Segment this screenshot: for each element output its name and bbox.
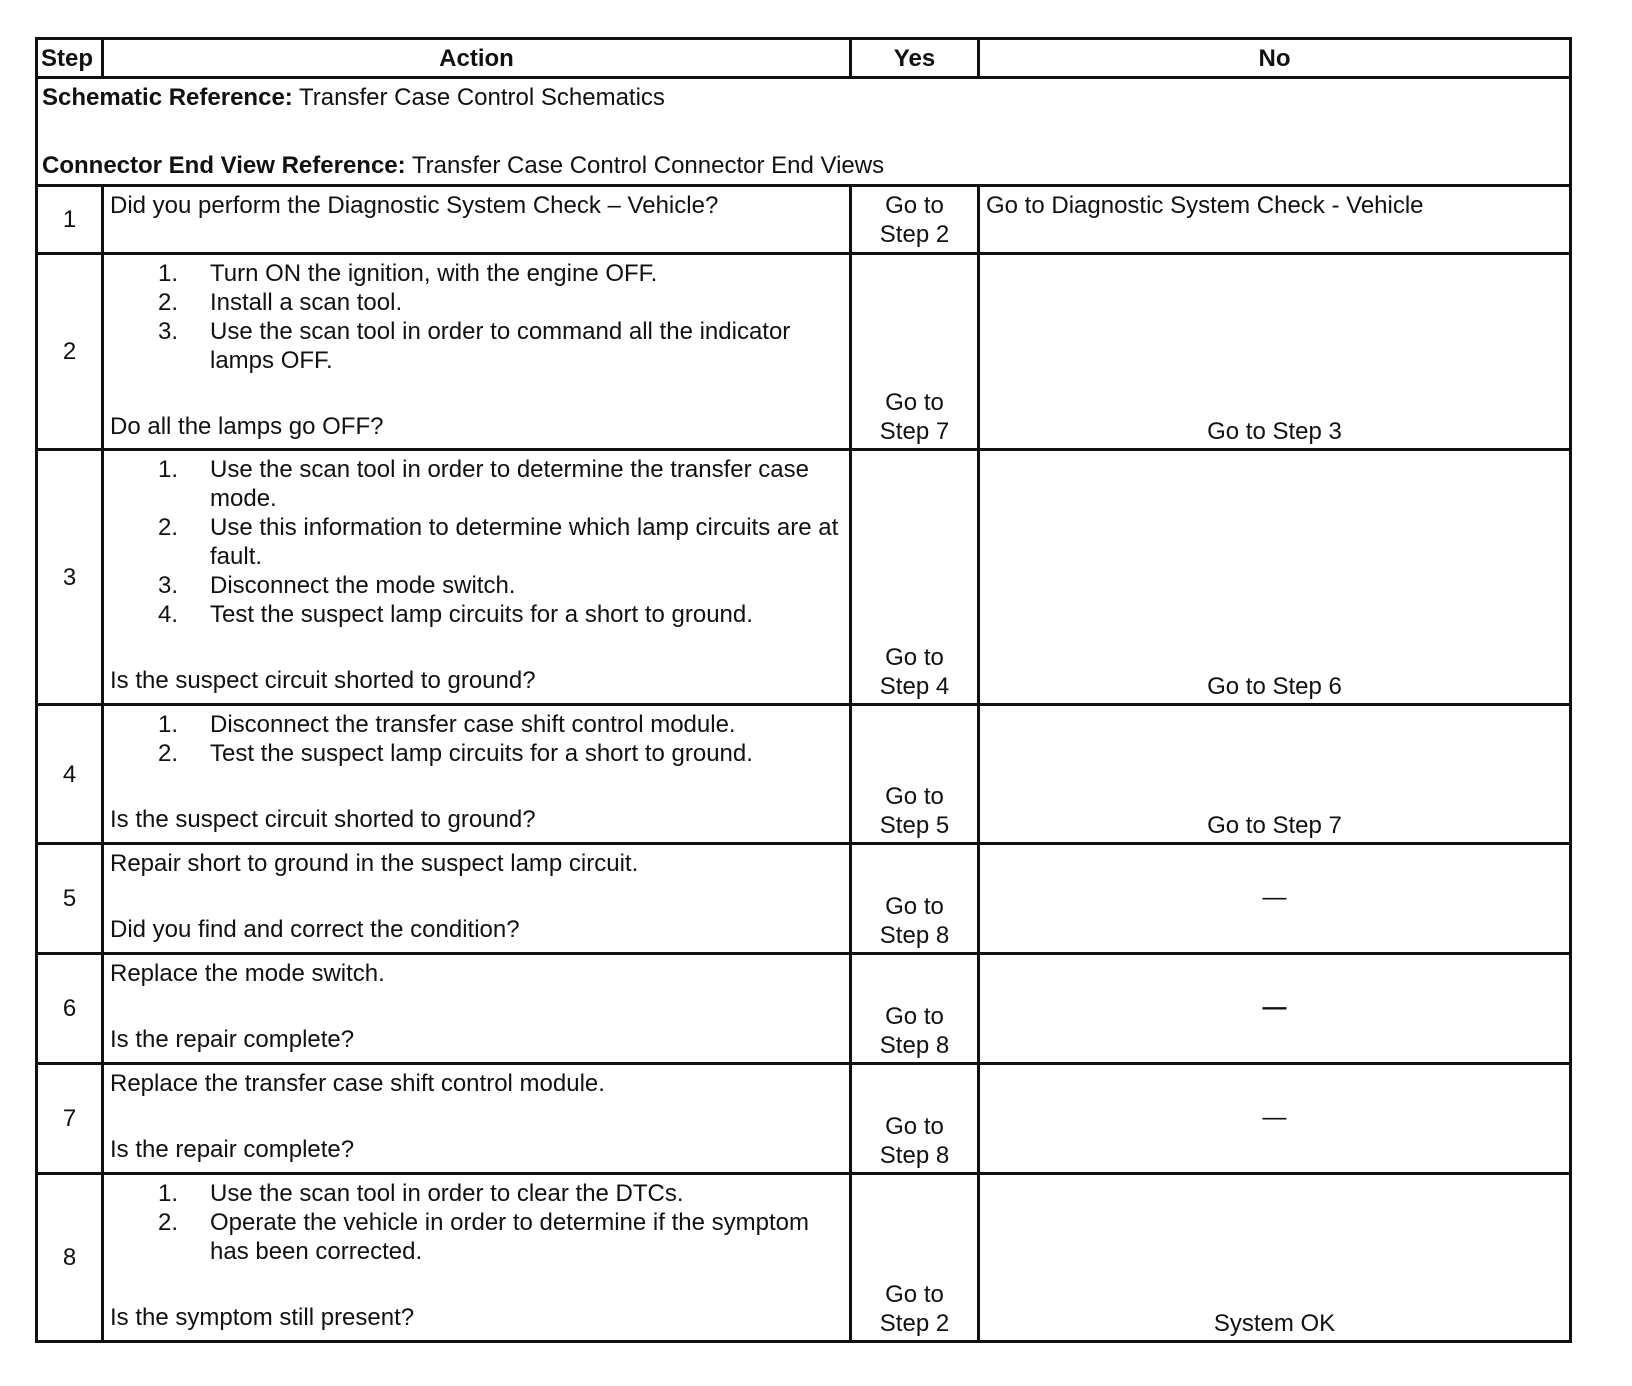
- no-cell: System OK: [979, 1174, 1571, 1342]
- table-row: [37, 186, 1571, 254]
- list-item: [110, 1208, 843, 1266]
- table-row: [37, 705, 1571, 844]
- list-item: [110, 259, 843, 288]
- action-cell: [103, 186, 851, 254]
- item-number: 1.: [157, 1180, 178, 1207]
- header-no: No: [979, 39, 1571, 78]
- item-number: 1.: [157, 260, 178, 287]
- no-cell: Go to Step 7: [979, 705, 1571, 844]
- action-steps: [110, 259, 843, 375]
- action-text: Replace the mode switch.: [110, 960, 385, 987]
- no-cell: —: [979, 1064, 1571, 1174]
- item-number: 1.: [157, 456, 178, 483]
- no-cell: Go to Step 6: [979, 450, 1571, 705]
- yes-line-2: Step 8: [879, 1032, 950, 1059]
- item-text: Use the scan tool in order to determine the transfer case mode.: [210, 456, 809, 512]
- yes-line-1: Go to: [885, 644, 944, 671]
- question-text: Do all the lamps go OFF?: [110, 413, 384, 440]
- action-cell: [103, 705, 851, 844]
- yes-line-2: Step 4: [879, 673, 950, 700]
- action-cell: [103, 954, 851, 1064]
- connector-reference-label: Connector End View Reference:: [42, 152, 406, 179]
- yes-line-1: Go to: [885, 1113, 944, 1140]
- yes-line-2: Step 5: [879, 812, 950, 839]
- item-number: 2.: [157, 1209, 178, 1236]
- question-text: Is the suspect circuit shorted to ground?: [110, 667, 536, 694]
- no-cell: Go to Step 3: [979, 254, 1571, 450]
- schematic-reference-label: Schematic Reference:: [42, 84, 293, 111]
- item-text: Use this information to determine which lamp circuits are at fault.: [210, 514, 839, 570]
- table-row: [37, 254, 1571, 450]
- connector-reference-value: Transfer Case Control Connector End Views: [405, 152, 885, 179]
- yes-cell: [851, 1064, 979, 1174]
- item-number: 1.: [157, 711, 178, 738]
- item-number: 2.: [157, 740, 178, 767]
- item-text: Use the scan tool in order to command all the indicator lamps OFF.: [210, 318, 791, 374]
- yes-line-2: Step 2: [879, 1310, 950, 1337]
- item-text: Test the suspect lamp circuits for a short to ground.: [210, 740, 753, 767]
- no-cell: —: [979, 844, 1571, 954]
- item-number: 4.: [157, 601, 178, 628]
- yes-cell: [851, 450, 979, 705]
- schematic-reference-value: Transfer Case Control Schematics: [292, 84, 665, 111]
- item-number: 3.: [157, 318, 178, 345]
- action-steps: [110, 710, 843, 768]
- table-row: [37, 450, 1571, 705]
- no-cell: —: [979, 954, 1571, 1064]
- step-number: 2: [37, 254, 103, 450]
- list-item: [110, 288, 843, 317]
- header-action: Action: [103, 39, 851, 78]
- item-text: Install a scan tool.: [210, 289, 403, 316]
- table-row: [37, 1174, 1571, 1342]
- reference-cell: [37, 78, 1571, 186]
- connector-reference: [42, 151, 1563, 180]
- list-item: [110, 600, 843, 629]
- list-item: [110, 739, 843, 768]
- schematic-reference: [42, 83, 1563, 112]
- yes-cell: [851, 954, 979, 1064]
- step-number: 6: [37, 954, 103, 1064]
- reference-row: [37, 78, 1571, 186]
- item-number: 2.: [157, 289, 178, 316]
- yes-line-2: Step 8: [879, 1142, 950, 1169]
- yes-line-2: Step 7: [879, 418, 950, 445]
- header-step: Step: [37, 39, 103, 78]
- list-item: [110, 513, 843, 571]
- action-cell: [103, 254, 851, 450]
- item-text: Operate the vehicle in order to determine if the symptom has been corrected.: [210, 1209, 809, 1265]
- yes-cell: [851, 186, 979, 254]
- step-number: 1: [37, 186, 103, 254]
- question-text: Is the symptom still present?: [110, 1304, 415, 1331]
- action-cell: [103, 844, 851, 954]
- yes-cell: [851, 254, 979, 450]
- step-number: 4: [37, 705, 103, 844]
- item-text: Disconnect the mode switch.: [210, 572, 516, 599]
- step-number: 5: [37, 844, 103, 954]
- action-cell: [103, 1174, 851, 1342]
- list-item: [110, 317, 843, 375]
- action-steps: [110, 455, 843, 629]
- diagnostic-table: [35, 37, 1572, 1343]
- yes-cell: [851, 1174, 979, 1342]
- step-number: 7: [37, 1064, 103, 1174]
- action-cell: [103, 1064, 851, 1174]
- table-row: [37, 844, 1571, 954]
- action-text: Replace the transfer case shift control module.: [110, 1070, 605, 1097]
- action-cell: [103, 450, 851, 705]
- table-row: [37, 1064, 1571, 1174]
- yes-line-1: Go to: [885, 1281, 944, 1308]
- item-text: Use the scan tool in order to clear the DTCs.: [210, 1180, 684, 1207]
- yes-line-1: Go to: [885, 389, 944, 416]
- list-item: [110, 710, 843, 739]
- list-item: [110, 455, 843, 513]
- list-item: [110, 571, 843, 600]
- question-text: Did you find and correct the condition?: [110, 916, 520, 943]
- question-text: Is the suspect circuit shorted to ground?: [110, 806, 536, 833]
- item-text: Disconnect the transfer case shift control module.: [210, 711, 736, 738]
- step-number: 8: [37, 1174, 103, 1342]
- item-text: Turn ON the ignition, with the engine OFF.: [210, 260, 658, 287]
- item-number: 2.: [157, 514, 178, 541]
- action-text: Repair short to ground in the suspect lamp circuit.: [110, 850, 639, 877]
- yes-line-2: Step 2: [879, 221, 950, 248]
- yes-line-2: Step 8: [879, 922, 950, 949]
- question-text: Is the repair complete?: [110, 1026, 355, 1053]
- header-yes: Yes: [851, 39, 979, 78]
- no-cell: Go to Diagnostic System Check - Vehicle: [979, 186, 1571, 254]
- table-row: [37, 954, 1571, 1064]
- yes-line-1: Go to: [885, 893, 944, 920]
- item-text: Test the suspect lamp circuits for a short to ground.: [210, 601, 753, 628]
- question-text: Is the repair complete?: [110, 1136, 355, 1163]
- item-number: 3.: [157, 572, 178, 599]
- yes-line-1: Go to: [885, 192, 944, 219]
- yes-line-1: Go to: [885, 783, 944, 810]
- action-steps: [110, 1179, 843, 1266]
- action-text: Did you perform the Diagnostic System Check – Vehicle?: [110, 192, 719, 219]
- yes-cell: [851, 705, 979, 844]
- list-item: [110, 1179, 843, 1208]
- header-row: [37, 39, 1571, 78]
- yes-cell: [851, 844, 979, 954]
- yes-line-1: Go to: [885, 1003, 944, 1030]
- step-number: 3: [37, 450, 103, 705]
